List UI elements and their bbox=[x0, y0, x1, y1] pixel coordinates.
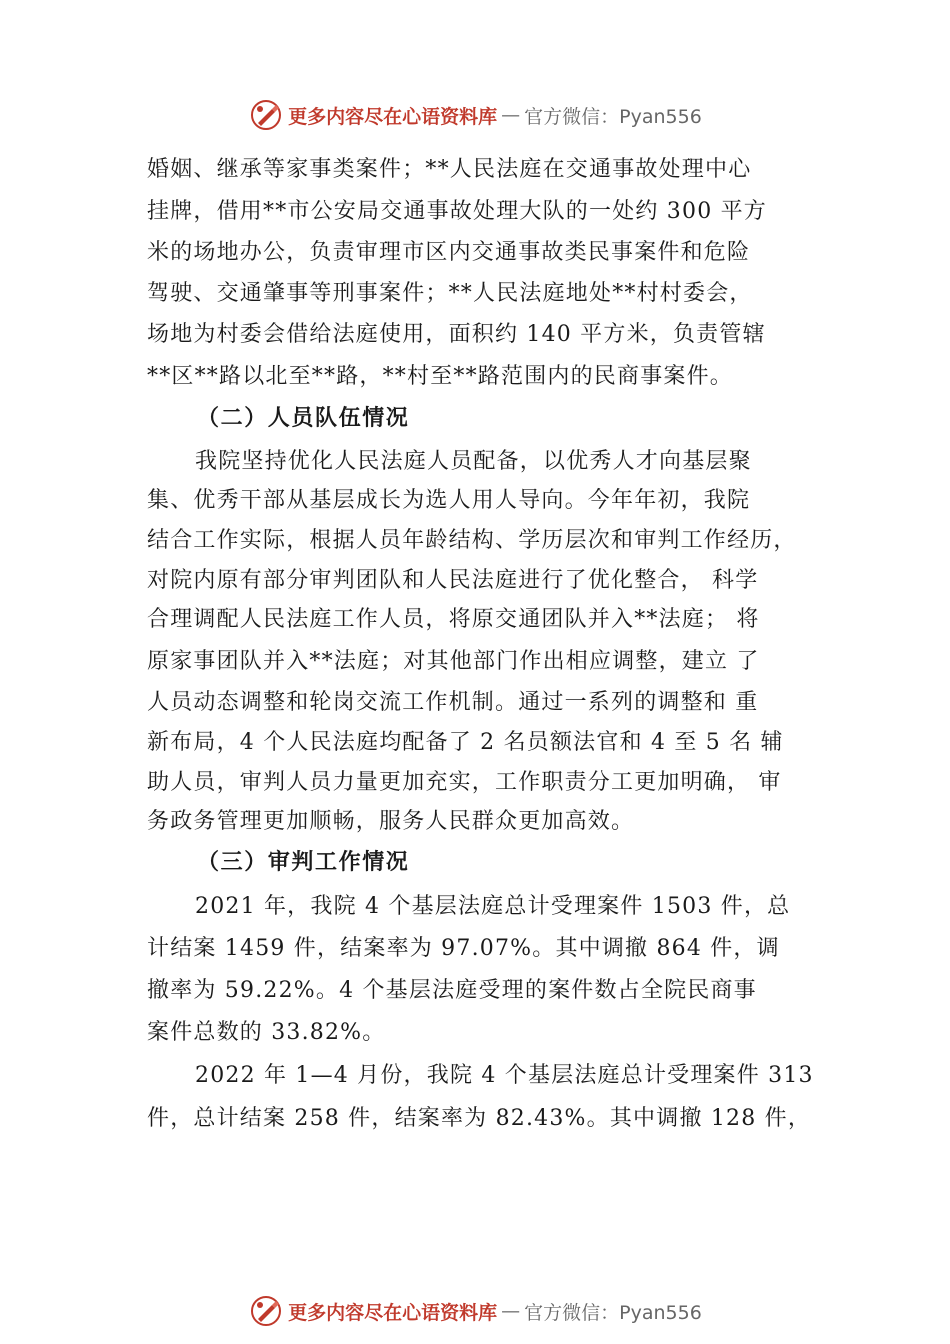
body-line: 米的场地办公，负责审理市区内交通事故类民事案件和危险 bbox=[147, 240, 751, 265]
body-line: 计结案 1459 件，结案率为 97.07%。其中调撤 864 件，调 bbox=[147, 936, 780, 961]
body-line: **区**路以北至**路，**村至**路范围内的民商事案件。 bbox=[147, 364, 734, 389]
footer-dash: — bbox=[501, 1300, 521, 1322]
header-banner bbox=[0, 93, 950, 137]
body-line: 案件总数的 33.82%。 bbox=[147, 1020, 386, 1045]
header-dash: — bbox=[501, 104, 521, 126]
body-line: 合理调配人民法庭工作人员，将原交通团队并入**法庭； 将 bbox=[147, 607, 760, 632]
header-wechat: 官方微信：Pyan556 bbox=[524, 105, 702, 128]
body-line: 撤率为 59.22%。4 个基层法庭受理的案件数占全院民商事 bbox=[147, 978, 757, 1003]
body-line: 2021 年，我院 4 个基层法庭总计受理案件 1503 件，总 bbox=[195, 894, 791, 919]
footer-wechat: 官方微信：Pyan556 bbox=[524, 1301, 702, 1324]
header-brand: 更多内容尽在心语资料库 bbox=[288, 105, 498, 128]
body-line: 婚姻、继承等家事类案件；**人民法庭在交通事故处理中心 bbox=[147, 157, 752, 182]
section-heading-personnel: （二）人员队伍情况 bbox=[197, 406, 410, 431]
body-line: 2022 年 1—4 月份，我院 4 个基层法庭总计受理案件 313 bbox=[195, 1063, 814, 1088]
section-heading-trial-work: （三）审判工作情况 bbox=[197, 850, 410, 875]
pen-nib-logo-icon bbox=[248, 1293, 284, 1329]
body-line: 新布局，4 个人民法庭均配备了 2 名员额法官和 4 至 5 名 辅 bbox=[147, 730, 784, 755]
footer-brand: 更多内容尽在心语资料库 bbox=[288, 1301, 498, 1324]
body-line: 挂牌，借用**市公安局交通事故处理大队的一处约 300 平方 bbox=[147, 199, 767, 224]
body-line: 驾驶、交通肇事等刑事案件；**人民法庭地处**村村委会， bbox=[147, 281, 753, 306]
body-line: 人员动态调整和轮岗交流工作机制。通过一系列的调整和 重 bbox=[147, 690, 759, 715]
pen-nib-logo-icon bbox=[248, 97, 284, 133]
footer-banner bbox=[0, 1289, 950, 1333]
body-line: 集、优秀干部从基层成长为选人用人导向。今年年初，我院 bbox=[147, 488, 751, 513]
body-line: 件，总计结案 258 件，结案率为 82.43%。其中调撤 128 件， bbox=[147, 1106, 812, 1131]
body-line: 对院内原有部分审判团队和人民法庭进行了优化整合， 科学 bbox=[147, 568, 759, 593]
body-line: 我院坚持优化人民法庭人员配备，以优秀人才向基层聚 bbox=[195, 449, 752, 474]
body-line: 场地为村委会借给法庭使用，面积约 140 平方米，负责管辖 bbox=[147, 322, 766, 347]
body-line: 助人员，审判人员力量更加充实，工作职责分工更加明确， 审 bbox=[147, 770, 782, 795]
body-line: 务政务管理更加顺畅，服务人民群众更加高效。 bbox=[147, 809, 635, 834]
body-line: 结合工作实际，根据人员年龄结构、学历层次和审判工作经历， bbox=[147, 528, 797, 553]
body-line: 原家事团队并入**法庭；对其他部门作出相应调整，建立 了 bbox=[147, 649, 760, 674]
